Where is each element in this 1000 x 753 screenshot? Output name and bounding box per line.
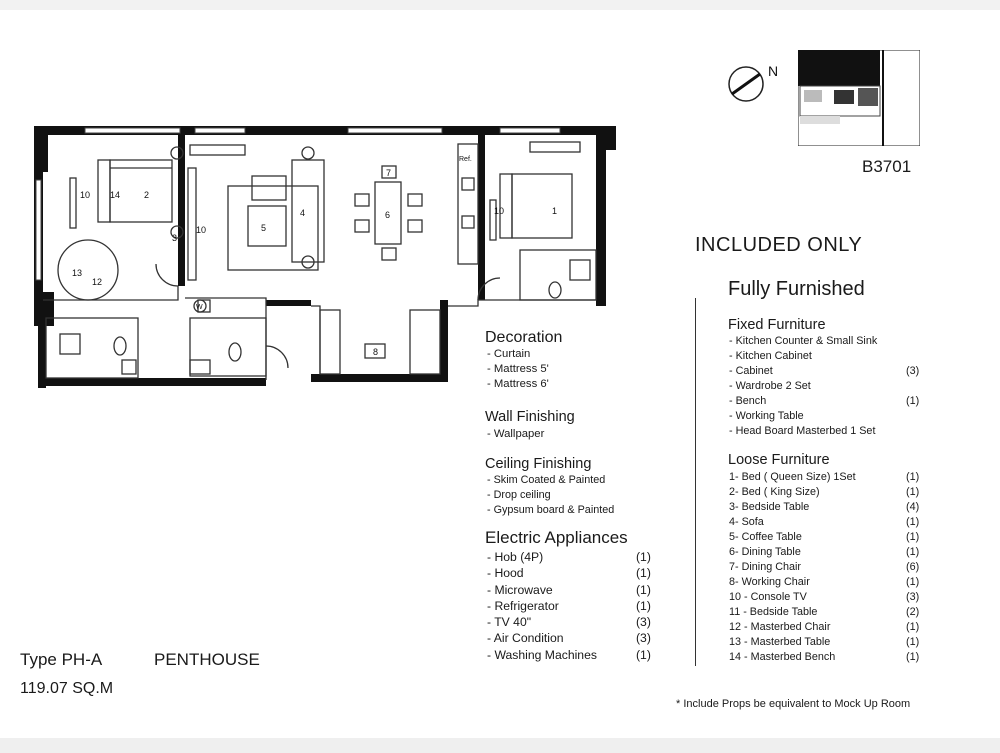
list-item: - Bench (1): [729, 395, 920, 407]
coffee-table-5: [248, 206, 286, 246]
included-title: INCLUDED ONLY: [695, 234, 863, 256]
wall-finishing-list: [487, 427, 544, 442]
fixed-furniture-title: Fixed Furniture: [728, 317, 826, 333]
list-item: 11 - Bedside Table (2): [729, 606, 920, 618]
key-plan-image: [798, 50, 920, 146]
ceiling-finishing-title: Ceiling Finishing: [485, 456, 592, 472]
loose-furniture-title: Loose Furniture: [728, 452, 830, 468]
list-item: 2- Bed ( King Size) (1): [729, 486, 920, 498]
label-1: 1: [552, 206, 558, 216]
label-8: 8: [373, 347, 379, 357]
label-w: W: [196, 304, 203, 311]
label-3: 3: [172, 233, 178, 243]
loose-furniture-list: [729, 470, 929, 665]
list-item: - Gypsum board & Painted: [487, 504, 615, 516]
sofa-4: [292, 160, 324, 262]
west-wall-lower: [38, 308, 46, 388]
label-13: 13: [72, 268, 83, 278]
list-item: - TV 40" (3): [487, 615, 651, 630]
list-item: - Skim Coated & Painted: [487, 474, 606, 486]
label-14: 14: [110, 190, 121, 200]
list-item: 1- Bed ( Queen Size) 1Set (1): [729, 471, 920, 483]
electric-appliances-title: Electric Appliances: [485, 528, 628, 547]
label-10-a: 10: [80, 190, 91, 200]
wall-column-nw: [34, 130, 48, 172]
south-wall-west: [38, 378, 266, 386]
decoration-list: [487, 347, 549, 392]
unit-area: 119.07 SQ.M: [20, 680, 114, 697]
list-item: - Cabinet (3): [729, 365, 920, 377]
furnished-title: Fully Furnished: [728, 278, 865, 300]
list-item: - Head Board Masterbed 1 Set: [729, 425, 876, 437]
list-item: 10 - Console TV (3): [729, 591, 920, 603]
electric-appliances-list: [487, 549, 657, 663]
list-item: - Mattress 6': [487, 378, 549, 390]
list-item: 8- Working Chair (1): [729, 576, 920, 588]
list-item: - Wallpaper: [487, 428, 545, 440]
list-item: - Mattress 5': [487, 363, 549, 375]
label-10-b: 10: [196, 225, 207, 235]
footnote: * Include Props be equivalent to Mock Up Room: [676, 698, 911, 710]
wall-segment: [266, 300, 311, 306]
list-item: - Refrigerator (1): [487, 598, 651, 613]
bed-1: [512, 174, 572, 238]
round-table-13: [58, 240, 118, 300]
unit-type: Type PH-A: [20, 650, 103, 669]
label-12: 12: [92, 277, 103, 287]
decoration-title: Decoration: [485, 329, 563, 346]
list-item: - Hob (4P) (1): [487, 550, 651, 564]
fixed-furniture-list: [729, 334, 929, 439]
label-10-c: 10: [494, 206, 505, 216]
unit-category: PENTHOUSE: [154, 650, 260, 669]
compass-icon: [726, 62, 796, 106]
list-item: - Washing Machines (1): [487, 647, 651, 662]
list-item: - Wardrobe 2 Set: [729, 380, 811, 392]
ceiling-finishing-list: [487, 473, 614, 518]
list-item: - Kitchen Counter & Small Sink: [729, 335, 878, 347]
list-item: 5- Coffee Table (1): [729, 531, 920, 543]
list-item: 14 - Masterbed Bench (1): [729, 651, 920, 663]
list-item: - Microwave (1): [487, 582, 651, 597]
list-item: - Hood (1): [487, 566, 651, 581]
wall-segment-east: [440, 300, 448, 382]
label-ref: Ref.: [459, 156, 472, 163]
list-item: 3- Bedside Table (4): [729, 501, 920, 513]
label-5: 5: [261, 223, 267, 233]
list-item: 6- Dining Table (1): [729, 546, 920, 558]
list-item: - Drop ceiling: [487, 489, 551, 501]
list-item: - Working Table: [729, 410, 804, 422]
wall-finishing-title: Wall Finishing: [485, 409, 575, 425]
south-wall-east: [311, 374, 443, 382]
wall-column-ne: [604, 126, 616, 150]
east-wall: [596, 126, 606, 306]
compass-label: N: [768, 63, 779, 79]
top-margin: [0, 0, 1000, 10]
list-item: - Kitchen Cabinet: [729, 350, 812, 362]
unit-code: B3701: [862, 157, 912, 176]
list-item: 13 - Masterbed Table (1): [729, 636, 920, 648]
label-6: 6: [385, 210, 391, 220]
partition-bed1: [478, 126, 485, 300]
column-divider: [695, 298, 696, 666]
list-item: 4- Sofa (1): [729, 516, 920, 528]
bottom-margin: [0, 738, 1000, 753]
label-4: 4: [300, 208, 306, 218]
list-item: - Curtain: [487, 348, 531, 360]
label-7: 7: [386, 168, 392, 178]
label-2: 2: [144, 190, 150, 200]
list-item: - Air Condition (3): [487, 631, 651, 646]
list-item: 7- Dining Chair (6): [729, 561, 920, 573]
list-item: 12 - Masterbed Chair (1): [729, 621, 920, 633]
